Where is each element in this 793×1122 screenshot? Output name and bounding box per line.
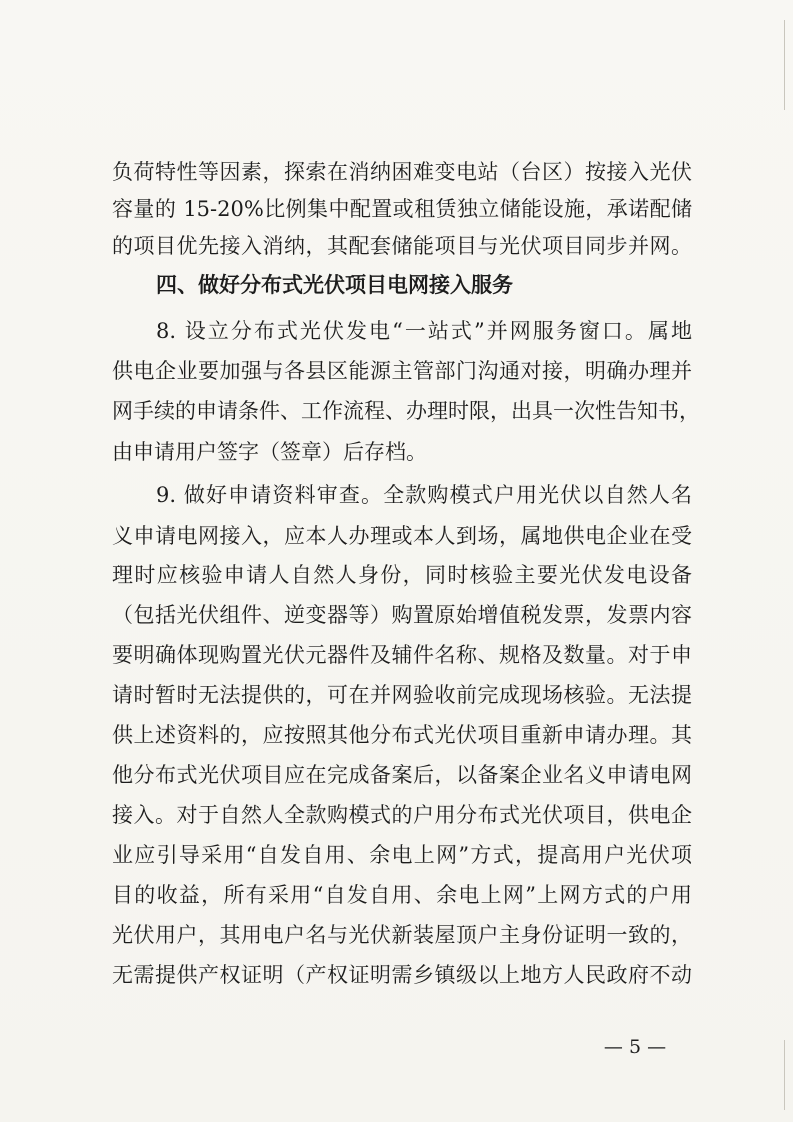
section-heading: 四、做好分布式光伏项目电网接入服务 bbox=[156, 273, 513, 297]
scan-edge-mark bbox=[784, 20, 785, 110]
body-text-line: 目的收益，所有采用“自发自用、余电上网”上网方式的户用 bbox=[112, 883, 692, 907]
body-text-line: 光伏用户，其用电户名与光伏新装屋顶户主身份证明一致的， bbox=[112, 923, 692, 947]
body-text-line: （包括光伏组件、逆变器等）购置原始增值税发票，发票内容 bbox=[112, 603, 692, 627]
body-text-line: 由申请用户签字（签章）后存档。 bbox=[112, 440, 427, 464]
body-text-line: 的项目优先接入消纳，其配套储能项目与光伏项目同步并网。 bbox=[112, 234, 692, 258]
body-text-line: 9. 做好申请资料审查。全款购模式户用光伏以自然人名 bbox=[156, 483, 692, 507]
body-text-line: 供电企业要加强与各县区能源主管部门沟通对接，明确办理并 bbox=[112, 359, 692, 383]
body-text-line: 无需提供产权证明（产权证明需乡镇级以上地方人民政府不动 bbox=[112, 963, 692, 987]
body-text-line: 要明确体现购置光伏元器件及辅件名称、规格及数量。对于申 bbox=[112, 643, 692, 667]
body-text-line: 他分布式光伏项目应在完成备案后，以备案企业名义申请电网 bbox=[112, 763, 692, 787]
body-text-line: 义申请电网接入，应本人办理或本人到场，属地供电企业在受 bbox=[112, 524, 692, 548]
body-text-line: 负荷特性等因素，探索在消纳困难变电站（台区）按接入光伏 bbox=[112, 160, 692, 184]
body-text-line: 供上述资料的，应按照其他分布式光伏项目重新申请办理。其 bbox=[112, 723, 692, 747]
scan-edge-mark bbox=[784, 1040, 785, 1110]
body-text-line: 网手续的申请条件、工作流程、办理时限，出具一次性告知书， bbox=[112, 399, 700, 423]
body-text-line: 请时暂时无法提供的，可在并网验收前完成现场核验。无法提 bbox=[112, 683, 692, 707]
page-number: — 5 — bbox=[603, 1036, 667, 1058]
body-text-line: 接入。对于自然人全款购模式的户用分布式光伏项目，供电企 bbox=[112, 803, 692, 827]
body-text-line: 业应引导采用“自发自用、余电上网”方式，提高用户光伏项 bbox=[112, 843, 692, 867]
body-text-line: 理时应核验申请人自然人身份，同时核验主要光伏发电设备 bbox=[112, 563, 692, 587]
body-text-line: 8. 设立分布式光伏发电“一站式”并网服务窗口。属地 bbox=[156, 319, 692, 343]
body-text-line: 容量的 15-20%比例集中配置或租赁独立储能设施，承诺配储 bbox=[112, 197, 692, 221]
